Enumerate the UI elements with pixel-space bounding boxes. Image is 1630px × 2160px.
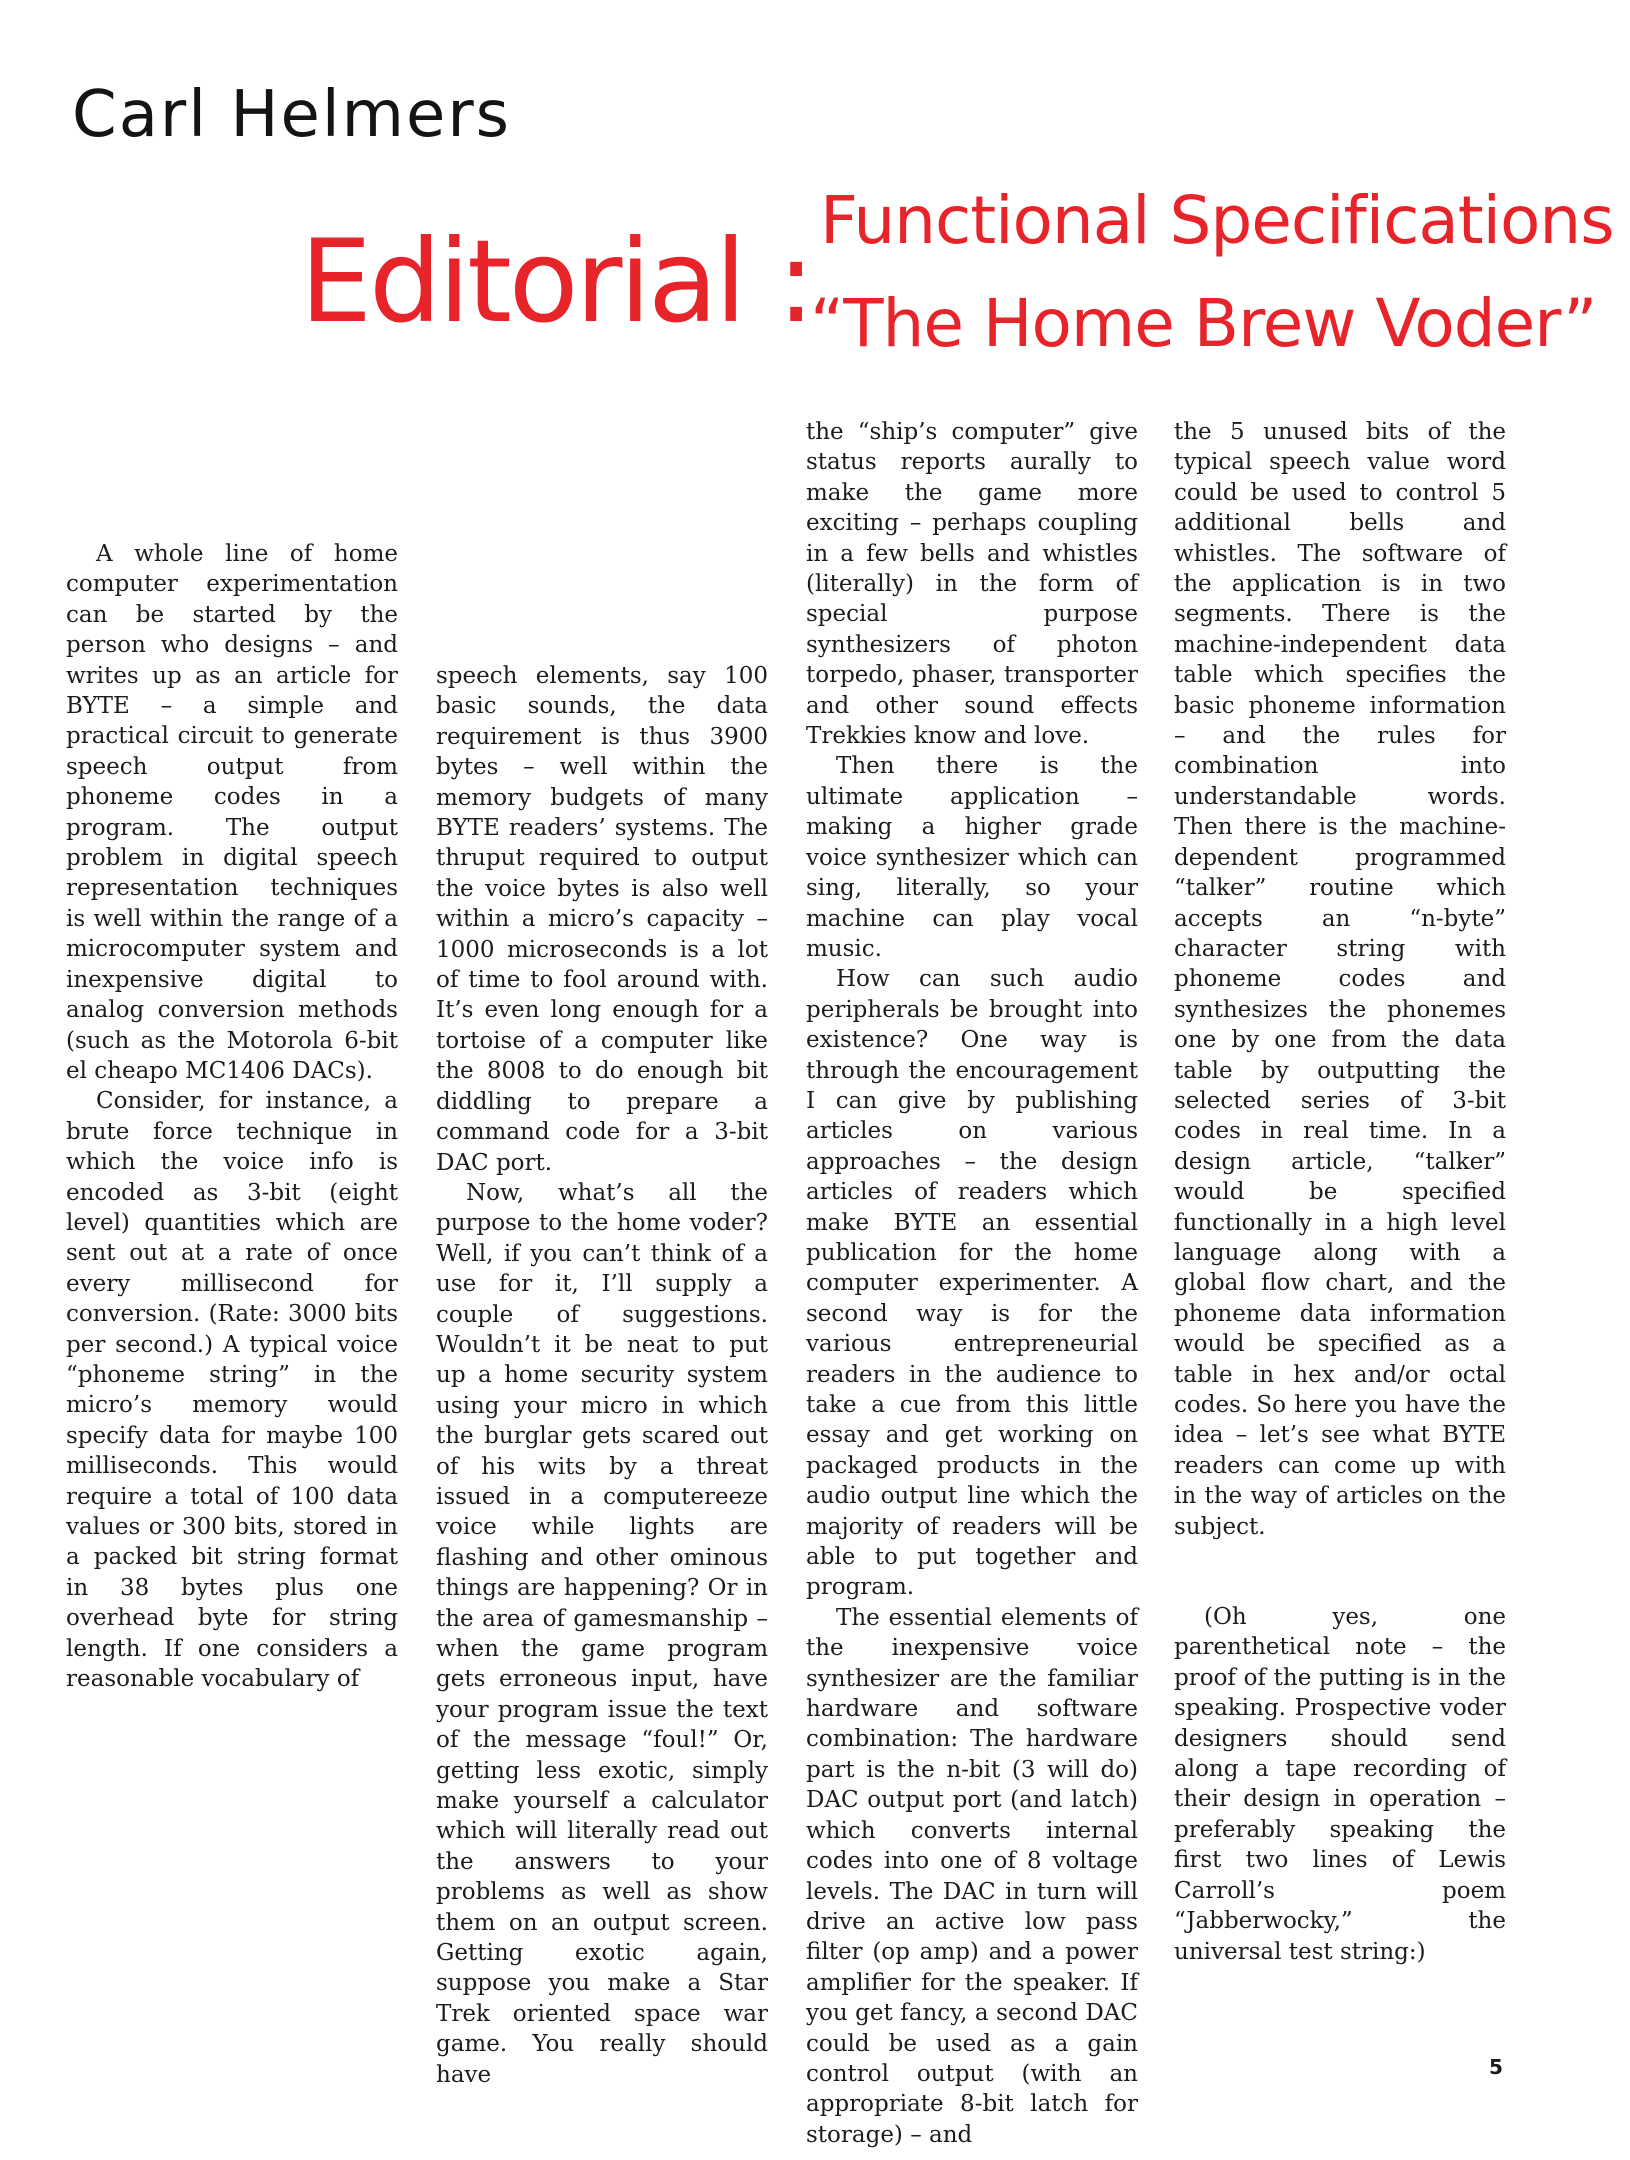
- paragraph: Now, what’s all the purpose to the home voder? Well, if you can’t think of a use for it, I’ll supply a couple of suggestions. Wouldn’t it be neat to put up a home security system using your micro in which the burglar gets scared out of his wits by a threat issued in a computereeze voice while lights are flashing and other ominous things are happening? Or in the area of gamesmanship – when the game program gets erroneous input, have your program issue the text of the message “foul!” Or, getting less exotic, simply make yourself a calculator which will literally read out the answers to your problems as well as show them on an output screen. Getting exotic again, suppose you make a Star Trek oriented space war game. You really should have: [436, 1179, 768, 2088]
- author-name: Carl Helmers: [72, 78, 511, 152]
- paragraph: the “ship’s computer” give status reports aurally to make the game more exciting – perhaps coupling in a few bells and whistles (literally) in the form of special purpose synthesizers of photon torpedo, phaser, transporter and other sound effects Trekkies know and love.: [806, 419, 1138, 750]
- text-column-3: [806, 417, 1138, 2150]
- page-number: 5: [1489, 2055, 1503, 2079]
- section-heading: Editorial :: [300, 215, 813, 348]
- paragraph: Consider, for instance, a brute force technique in which the voice info is encoded as 3-bit (eight level) quantities which are sent out at a rate of once every millisecond for conversion. (Rate: 3000 bits per second.) A typical voice “phoneme string” in the micro’s memory would specify data for maybe 100 milliseconds. This would require a total of 100 data values or 300 bits, stored in a packed bit string format in 38 bytes plus one overhead byte for string length. If one considers a reasonable vocabulary of: [66, 1088, 398, 1693]
- text-column-2: [436, 661, 768, 2090]
- paragraph: How can such audio peripherals be brought into existence? One way is through the encouragement I can give by publishing articles on various approaches – the design articles of readers which make BYTE an essential publication for the home computer experimenter. A second way is for the various entrepreneurial readers in the audience to take a cue from this little essay and get working on packaged products in the audio output line which the majority of readers will be able to put together and program.: [806, 966, 1138, 1601]
- paragraph: (Oh yes, one parenthetical note – the proof of the putting is in the speaking. Prospective voder designers should send along a tape recording of their design in operation – preferably speaking the first two lines of Lewis Carroll’s poem “Jabberwocky,” the universal test string:): [1174, 1604, 1506, 1965]
- paragraph: A whole line of home computer experimentation can be started by the person who designs – and writes up as an article for BYTE – a simple and practical circuit to generate speech output from phoneme codes in a program. The output problem in digital speech representation techniques is well within the range of a microcomputer system and inexpensive digital to analog conversion methods (such as the Motorola 6-bit el cheapo MC1406 DACs).: [66, 541, 398, 1084]
- paragraph: Then there is the ultimate application – making a higher grade voice synthesizer which can sing, literally, so your machine can play vocal music.: [806, 753, 1138, 962]
- paragraph: The essential elements of the inexpensive voice synthesizer are the familiar hardware and software combination: The hardware part is the n-bit (3 will do) DAC output port (and latch) which converts internal codes into one of 8 voltage levels. The DAC in turn will drive an active low pass filter (op amp) and a power amplifier for the speaker. If you get fancy, a second DAC could be used as a gain control output (with an appropriate 8-bit latch for storage) – and: [806, 1604, 1138, 2148]
- paragraph: the 5 unused bits of the typical speech value word could be used to control 5 additional bells and whistles. The software of the application is in two segments. There is the machine-independent data table which specifies the basic phoneme information – and the rules for combination into understandable words. Then there is the machine-dependent programmed “talker” routine which accepts an “n-byte” character string with phoneme codes and synthesizes the phonemes one by one from the data table by outputting the selected series of 3-bit codes in real time. In a design article, “talker” would be specified functionally in a high level language along with a global flow chart, and the phoneme data information would be specified as a table in hex and/or octal codes. So here you have the idea – let’s see what BYTE readers can come up with in the way of articles on the subject.: [1174, 419, 1506, 1540]
- article-title-line-2: “The Home Brew Voder”: [810, 285, 1597, 362]
- text-column-1: [66, 539, 398, 1694]
- paragraph: speech elements, say 100 basic sounds, the data requirement is thus 3900 bytes – well within the memory budgets of many BYTE readers’ systems. The thruput required to output the voice bytes is also well within a micro’s capacity – 1000 microseconds is a lot of time to fool around with. It’s even long enough for a tortoise of a computer like the 8008 to do enough bit diddling to prepare a command code for a 3-bit DAC port.: [436, 663, 768, 1176]
- text-column-4: [1174, 417, 1506, 1967]
- article-title-line-1: Functional Specifications: [820, 182, 1614, 259]
